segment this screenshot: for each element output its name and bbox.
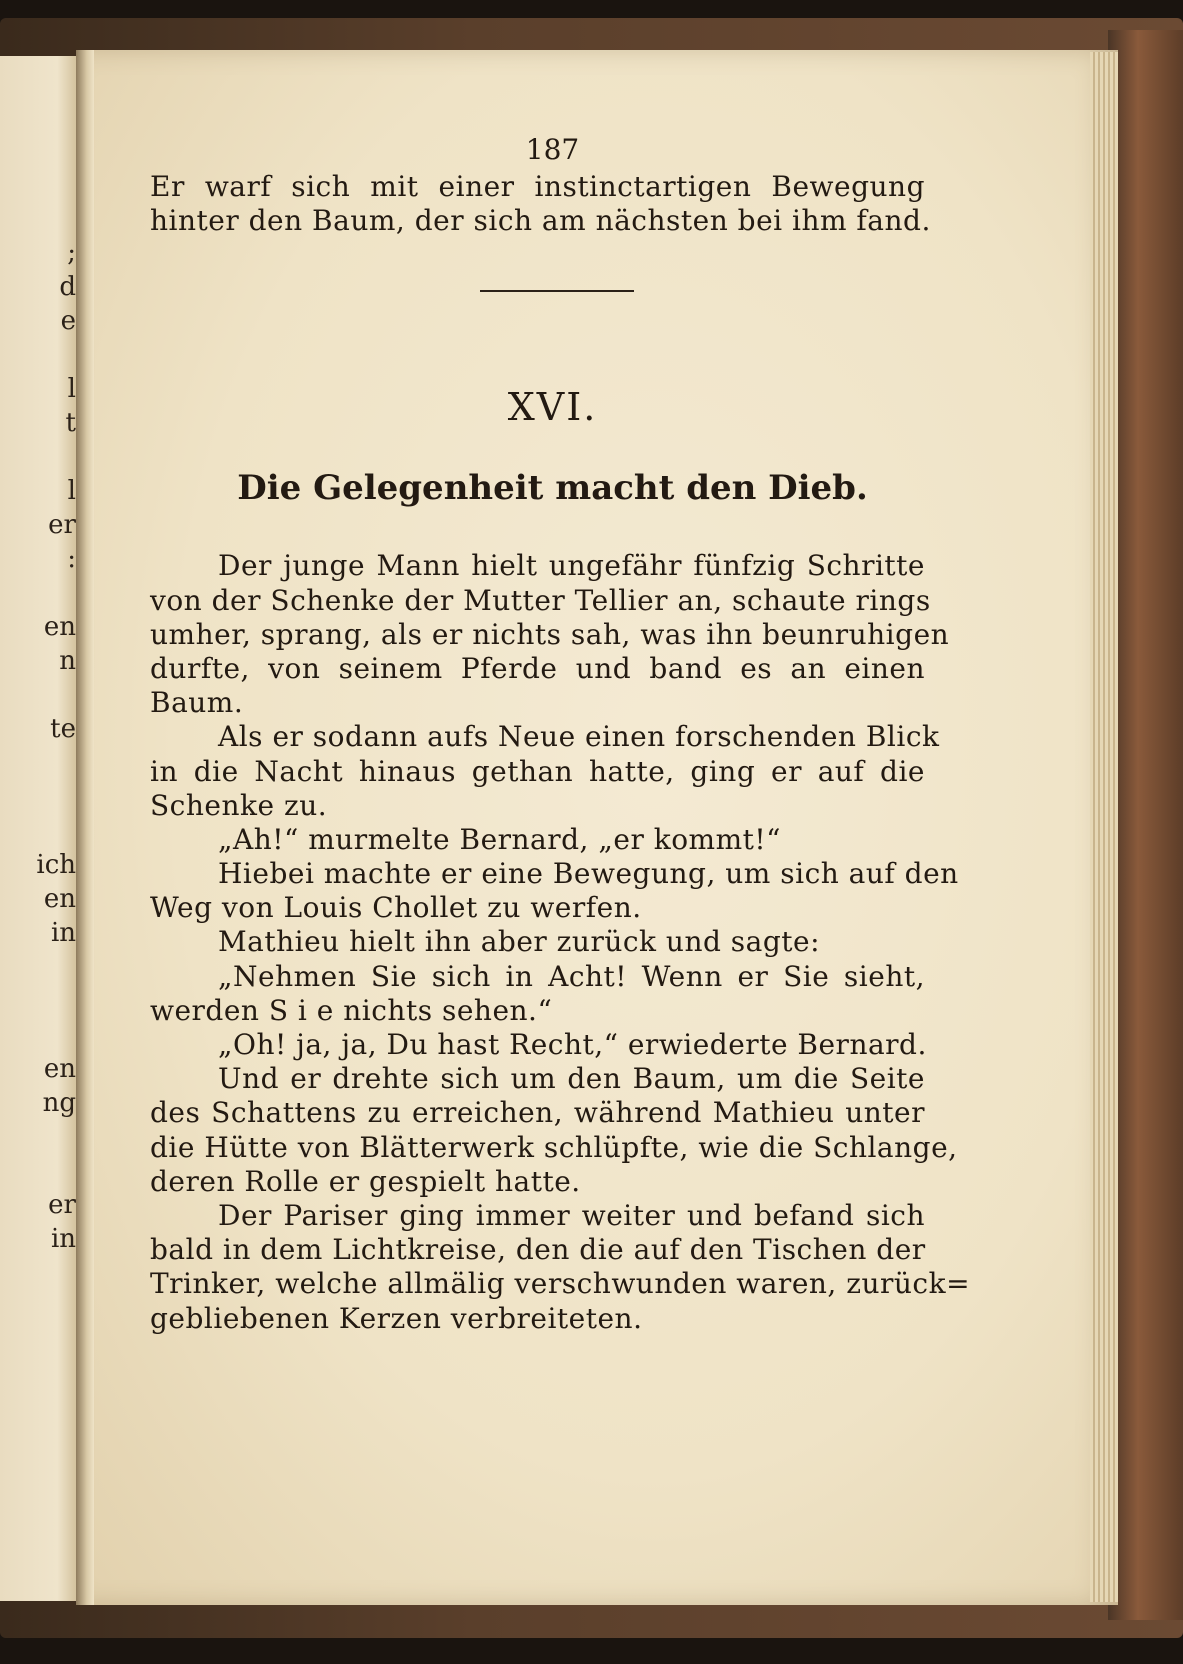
left-page-fragment: t (65, 408, 76, 438)
text-line: Baum. (150, 686, 244, 720)
text-line: „Oh! ja, ja, Du hast Recht,“ erwiederte Bernard. (218, 1028, 927, 1061)
text-line: in die Nacht hinaus gethan hatte, ging er auf die (150, 754, 925, 788)
text-line: Der Pariser ging immer weiter und befand sich (218, 1198, 925, 1232)
text-line: Weg von Louis Chollet zu werfen. (150, 891, 642, 925)
text-line: Und er drehte sich um den Baum, um die Seite (218, 1062, 925, 1096)
chapter-number: XVI. (507, 385, 598, 430)
left-page-fragment: : (67, 544, 76, 574)
text-line: des Schattens zu erreichen, während Mathieu unter (150, 1096, 925, 1130)
book-spine (1108, 30, 1183, 1620)
left-page-fragment: en (43, 612, 76, 642)
text-line: durfte, von seinem Pferde und band es an einen (150, 651, 925, 685)
text-line: Der junge Mann hielt ungefähr fünfzig Schritte (218, 549, 925, 583)
left-page-fragment: ng (42, 1088, 76, 1118)
text-line: gebliebenen Kerzen verbreiteten. (150, 1301, 643, 1335)
opening-line: hinter den Baum, der sich am nächsten bei ihm fand. (150, 204, 931, 238)
text-line: Schenke zu. (150, 788, 328, 822)
text-line: Mathieu hielt ihn aber zurück und sagte: (218, 925, 821, 959)
text-line: bald in dem Lichtkreise, den die auf den Tischen der (150, 1233, 926, 1267)
left-page-fragment: en (43, 1054, 76, 1084)
text-line: werden S i e nichts sehen.“ (150, 993, 553, 1027)
left-page-fragment: ; (67, 238, 76, 268)
page-number: 187 (525, 133, 580, 166)
left-page-fragment: l (67, 476, 76, 506)
opening-line: Er warf sich mit einer instinctartigen Bewegung (150, 170, 925, 203)
text-line: deren Rolle er gespielt hatte. (150, 1164, 581, 1198)
page-content (150, 130, 971, 1336)
left-page-fragment: e (60, 306, 76, 336)
text-line: von der Schenke der Mutter Tellier an, schaute rings (150, 583, 931, 617)
left-page-fragment: er (48, 1190, 76, 1220)
left-page-text-fragments (6, 236, 76, 1256)
left-page-edge (0, 56, 82, 1601)
left-page-fragment: n (59, 646, 76, 676)
text-line: Hiebei machte er eine Bewegung, um sich auf den (218, 857, 959, 891)
text-line: Als er sodann aufs Neue einen forschenden Blick (218, 720, 940, 754)
text-line: Trinker, welche allmälig verschwunden waren, zurück= (150, 1267, 971, 1301)
text-line: „Ah!“ murmelte Bernard, „er kommt!“ (218, 822, 781, 856)
left-page-fragment: te (50, 714, 76, 744)
section-divider (480, 290, 634, 292)
left-page-fragment: er (48, 510, 76, 540)
left-page-fragment: in (50, 918, 76, 948)
text-line: die Hütte von Blätterwerk schlüpfte, wie die Schlange, (150, 1130, 958, 1164)
left-page-fragment: ich (36, 850, 76, 880)
left-page-fragment: l (67, 374, 76, 404)
text-line: umher, sprang, als er nichts sah, was ihn beunruhigen (150, 617, 950, 651)
left-page-fragment: en (43, 884, 76, 914)
text-line: „Nehmen Sie sich in Acht! Wenn er Sie sieht, (218, 959, 925, 993)
left-page-fragment: in (50, 1224, 76, 1254)
chapter-body (150, 549, 971, 1335)
book-gutter (76, 50, 94, 1605)
left-page-fragment: d (59, 272, 76, 302)
chapter-title: Die Gelegenheit macht den Dieb. (237, 468, 868, 509)
page-edges (1090, 52, 1118, 1602)
